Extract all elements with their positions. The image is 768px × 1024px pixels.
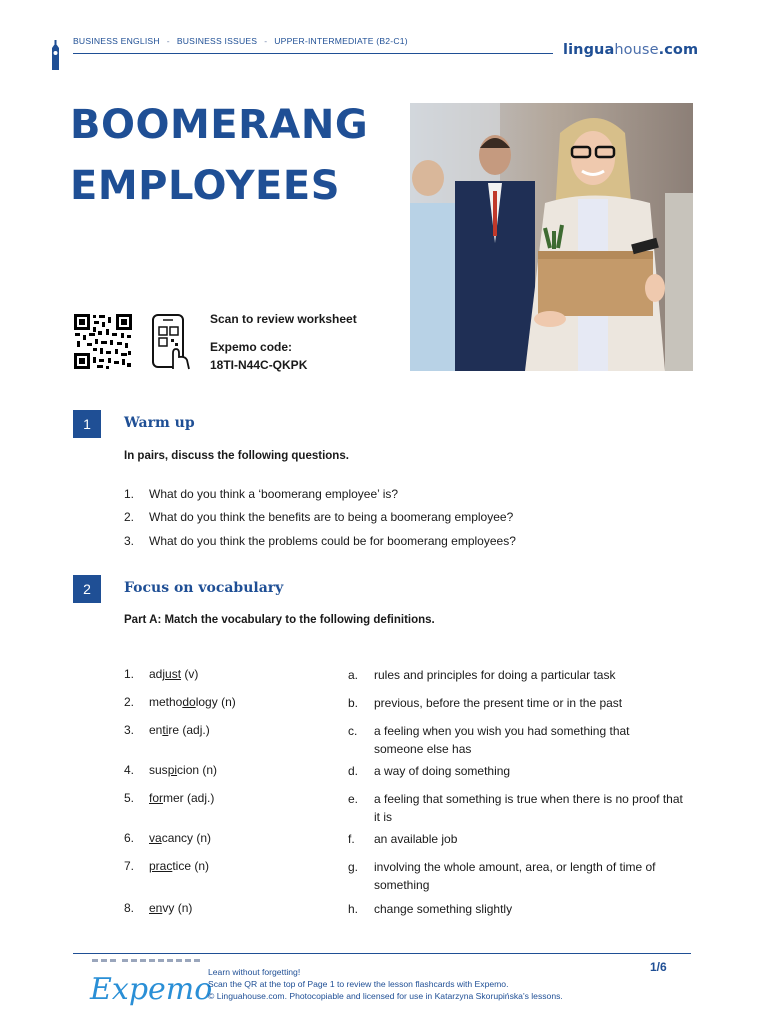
vocab-item: 1. adjust (v): [124, 667, 199, 681]
page-number: 1/6: [650, 960, 667, 974]
title-line-2: EMPLOYEES: [70, 163, 341, 209]
vocab-item: 4. suspicion (n): [124, 763, 218, 777]
linguahouse-logo[interactable]: linguahouse.com: [563, 42, 699, 58]
footer-line-2: Scan the QR at the top of Page 1 to review the lesson flashcards with Expemo.: [208, 979, 509, 989]
section-2-instruction: Part A: Match the vocabulary to the following definitions.: [124, 614, 435, 626]
section-title-warm-up: Warm up: [124, 415, 195, 431]
svg-text:Expemo: Expemo: [90, 972, 213, 1007]
expemo-logo[interactable]: [90, 966, 213, 1010]
title-line-1: BOOMERANG: [70, 102, 369, 148]
footer-line-3: © Linguahouse.com. Photocopiable and licensed for use in Katarzyna Skorupińska's lessons.: [208, 991, 563, 1001]
section-1-instruction: In pairs, discuss the following questions.: [124, 450, 349, 462]
breadcrumb-item[interactable]: UPPER-INTERMEDIATE (B2-C1): [274, 36, 408, 46]
vocab-item: 5. former (adj.): [124, 791, 215, 805]
header-divider: [73, 53, 553, 54]
question-item: 3. What do you think the problems could be for boomerang employees?: [124, 534, 516, 548]
footer-divider: [73, 953, 691, 954]
page-title: [70, 95, 368, 217]
question-item: 1. What do you think a ‘boomerang employee’ is?: [124, 487, 399, 501]
section-number-1: 1: [73, 410, 101, 438]
phone-scan-icon: [151, 313, 191, 371]
breadcrumb-item[interactable]: BUSINESS ENGLISH: [73, 36, 160, 46]
qr-code-icon[interactable]: [73, 313, 133, 370]
breadcrumb: BUSINESS ENGLISH - BUSINESS ISSUES - UPPER-INTERMEDIATE (B2-C1): [73, 36, 408, 46]
breadcrumb-item[interactable]: BUSINESS ISSUES: [176, 36, 258, 46]
scan-label: Scan to review worksheet: [210, 312, 357, 326]
footer-text: [208, 966, 563, 1002]
question-item: 2. What do you think the benefits are to being a boomerang employee?: [124, 510, 514, 524]
vocab-item: 3. entire (adj.): [124, 723, 210, 737]
section-title-vocabulary: Focus on vocabulary: [124, 580, 284, 596]
office-photo: [410, 103, 693, 371]
vocab-item: 8. envy (n): [124, 901, 193, 915]
vocab-item: 7. practice (n): [124, 859, 210, 873]
footer-ghost-text-icon: [92, 956, 200, 962]
vocab-item: 2. methodology (n): [124, 695, 236, 709]
section-number-2: 2: [73, 575, 101, 603]
big-ben-icon: [50, 40, 61, 70]
expemo-code-label: Expemo code:: [210, 340, 293, 354]
footer-line-1: Learn without forgetting!: [208, 967, 301, 977]
expemo-code-value: 18TI-N44C-QKPK: [210, 358, 308, 372]
vocab-item: 6. vacancy (n): [124, 831, 212, 845]
